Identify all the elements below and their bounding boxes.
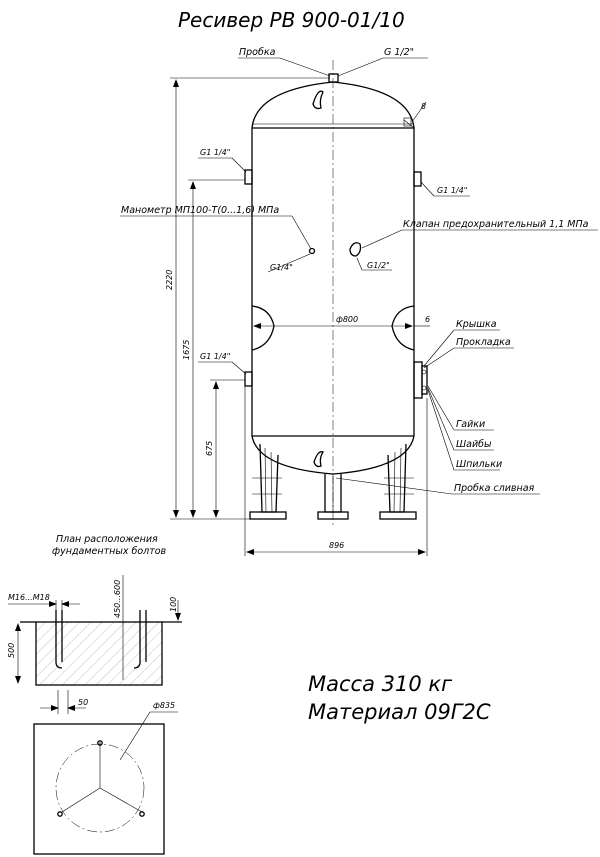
label-nuts: Гайки (456, 419, 486, 430)
label-washers: Шайбы (456, 439, 492, 450)
label-g14-right: G1 1/4" (437, 186, 468, 195)
foundation-title-1: План расположения (56, 534, 158, 545)
leaders (120, 58, 598, 494)
label-studs: Шпильки (456, 459, 503, 470)
vertical-dimensions (170, 78, 330, 519)
label-cover: Крышка (456, 319, 497, 330)
material-text: Материал 09Г2С (308, 700, 491, 724)
label-drain-plug: Пробка сливная (454, 483, 535, 494)
dim-835: ф835 (153, 701, 176, 710)
label-g-half: G 1/2" (384, 47, 415, 58)
drawing-title: Ресивер РВ 900-01/10 (178, 8, 405, 32)
dim-1675: 1675 (182, 339, 191, 360)
dim-bolts: M16...M18 (8, 593, 50, 602)
label-g14-small: G1/4" (270, 263, 293, 272)
dim-diameter-800: ф800 (336, 315, 359, 324)
foundation-title-2: фундаментных болтов (52, 546, 167, 557)
label-g14-left-bottom: G1 1/4" (200, 352, 231, 361)
support-legs (250, 444, 416, 519)
label-g12-small: G1/2" (367, 261, 390, 270)
dim-100: 100 (169, 596, 178, 612)
label-g14-left-top: G1 1/4" (200, 148, 231, 157)
dim-wall-6: 6 (425, 315, 431, 324)
dim-500: 500 (7, 642, 16, 658)
foundation-plan-view (34, 712, 178, 854)
dim-675: 675 (205, 440, 214, 456)
label-valve: Клапан предохранительный 1,1 МПа (403, 219, 589, 230)
dim-wall-8: 8 (421, 102, 427, 111)
label-gasket: Прокладка (456, 337, 511, 348)
dim-896: 896 (329, 541, 345, 550)
dim-spacing: 450...600 (113, 579, 122, 618)
mass-text: Масса 310 кг (308, 672, 453, 696)
dim-2220: 2220 (165, 269, 174, 290)
label-plug: Пробка (239, 47, 276, 58)
label-manometer: Манометр МП100-Т(0...1,6) МПа (121, 205, 280, 216)
dim-50: 50 (78, 698, 89, 707)
